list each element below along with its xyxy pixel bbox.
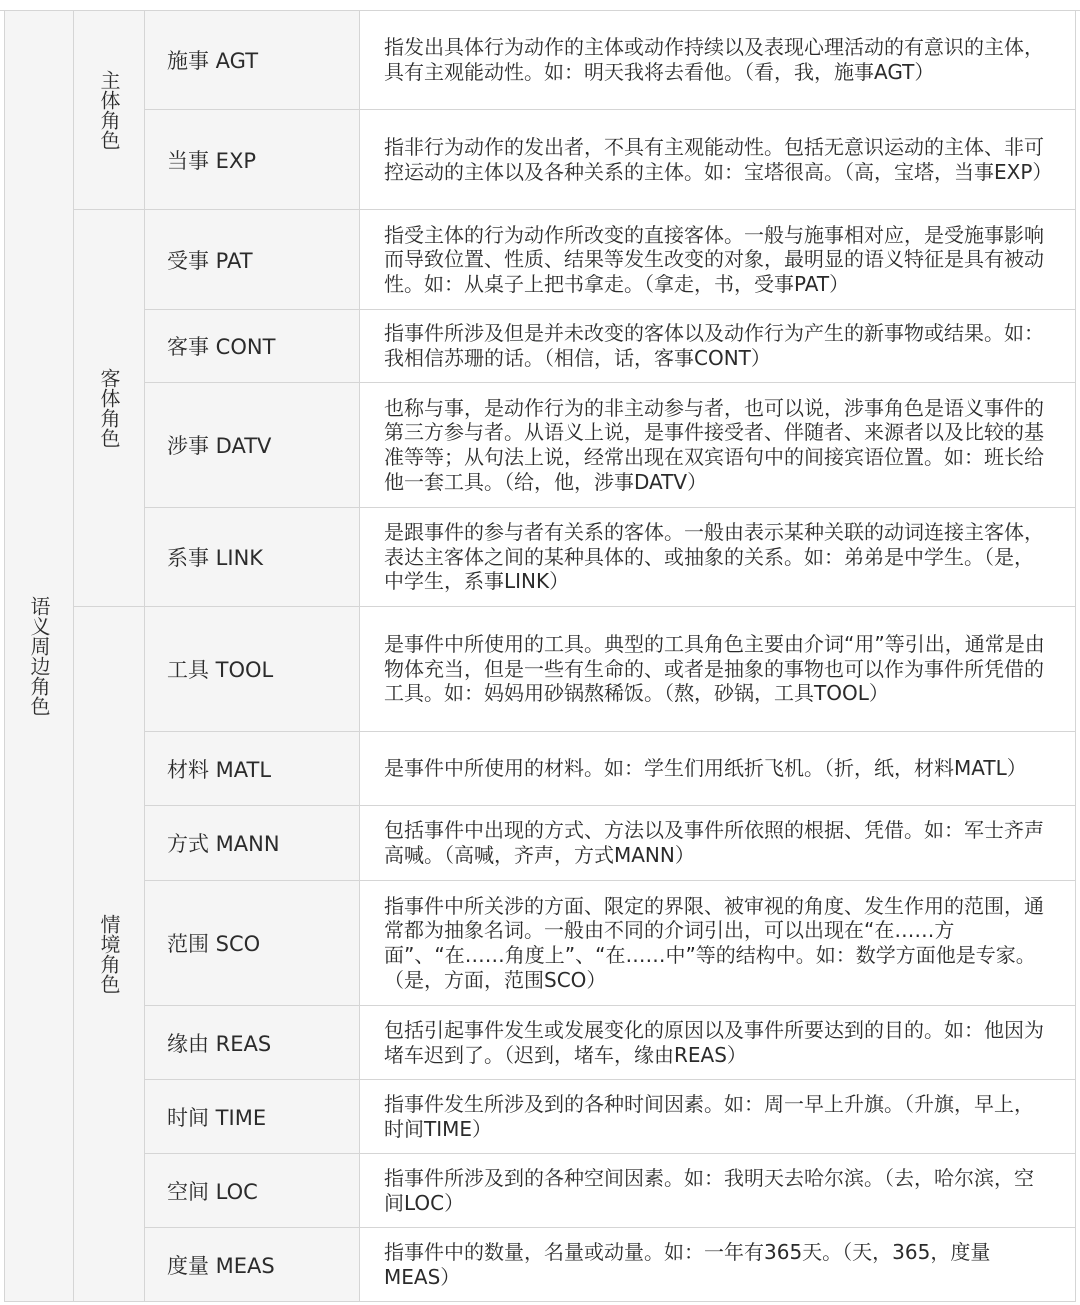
group-label: 客体角色 <box>97 368 121 448</box>
group-label: 主体角色 <box>97 70 121 150</box>
main-category-cell <box>5 11 74 1302</box>
role-description: 指事件中的数量，名量或动量。如：一年有365天。（天，365，度量MEAS） <box>360 1228 1076 1302</box>
role-name: 时间 TIME <box>145 1080 360 1154</box>
role-description: 是事件中所使用的工具。典型的工具角色主要由介词“用”等引出，通常是由物体充当，但是一些有生命的、或者是抽象的事物也可以作为事件所凭借的工具。如：妈妈用砂锅熬稀饭。（熬，砂锅，工具TOOL） <box>360 607 1076 732</box>
role-name: 客事 CONT <box>145 310 360 383</box>
role-name: 施事 AGT <box>145 11 360 110</box>
role-name: 涉事 DATV <box>145 383 360 508</box>
table-row <box>5 110 1076 210</box>
role-name: 度量 MEAS <box>145 1228 360 1302</box>
table-row <box>5 383 1076 508</box>
role-description: 指事件发生所涉及到的各种时间因素。如：周一早上升旗。（升旗，早上，时间TIME） <box>360 1080 1076 1154</box>
role-name: 空间 LOC <box>145 1154 360 1228</box>
table-row <box>5 806 1076 881</box>
role-description: 也称与事，是动作行为的非主动参与者，也可以说，涉事角色是语义事件的第三方参与者。从语义上说，是事件接受者、伴随者、来源者以及比较的基准等等；从句法上说，经常出现在双宾语句中的间接宾语位置。如：班长给他一套工具。（给，他，涉事DATV） <box>360 383 1076 508</box>
role-description: 是跟事件的参与者有关系的客体。一般由表示某种关联的动词连接主客体，表达主客体之间的某种具体的、或抽象的关系。如：弟弟是中学生。（是，中学生，系事LINK） <box>360 508 1076 607</box>
main-category-label: 语义周边角色 <box>27 596 51 716</box>
table-row <box>5 210 1076 310</box>
role-description: 指事件所涉及但是并未改变的客体以及动作行为产生的新事物或结果。如：我相信苏珊的话。（相信，话，客事CONT） <box>360 310 1076 383</box>
role-description: 指事件中所关涉的方面、限定的界限、被审视的角度、发生作用的范围，通常都为抽象名词。一般由不同的介词引出，可以出现在“在……方面”、“在……角度上”、“在……中”等的结构中。如：数学方面他是专家。（是，方面，范围SCO） <box>360 881 1076 1006</box>
group-cell-situation <box>74 607 145 1302</box>
role-name: 当事 EXP <box>145 110 360 210</box>
role-name: 方式 MANN <box>145 806 360 881</box>
role-name: 工具 TOOL <box>145 607 360 732</box>
role-name: 受事 PAT <box>145 210 360 310</box>
role-description: 指非行为动作的发出者，不具有主观能动性。包括无意识运动的主体、非可控运动的主体以及各种关系的主体。如：宝塔很高。（高，宝塔，当事EXP） <box>360 110 1076 210</box>
semantic-roles-table <box>4 10 1076 1302</box>
table-row <box>5 508 1076 607</box>
table-row <box>5 1154 1076 1228</box>
table-row <box>5 1080 1076 1154</box>
role-description: 包括事件中出现的方式、方法以及事件所依照的根据、凭借。如：军士齐声高喊。（高喊，齐声，方式MANN） <box>360 806 1076 881</box>
role-description: 指事件所涉及到的各种空间因素。如：我明天去哈尔滨。（去，哈尔滨，空间LOC） <box>360 1154 1076 1228</box>
role-description: 包括引起事件发生或发展变化的原因以及事件所要达到的目的。如：他因为堵车迟到了。（迟到，堵车，缘由REAS） <box>360 1006 1076 1080</box>
table-row <box>5 881 1076 1006</box>
table-row <box>5 310 1076 383</box>
group-cell-subject <box>74 11 145 210</box>
table-row <box>5 607 1076 732</box>
table-row <box>5 1006 1076 1080</box>
group-label: 情境角色 <box>97 914 121 994</box>
role-name: 范围 SCO <box>145 881 360 1006</box>
role-name: 材料 MATL <box>145 732 360 806</box>
role-description: 指受主体的行为动作所改变的直接客体。一般与施事相对应，是受施事影响而导致位置、性质、结果等发生改变的对象，最明显的语义特征是具有被动性。如：从桌子上把书拿走。（拿走，书，受事PAT） <box>360 210 1076 310</box>
table-row <box>5 732 1076 806</box>
group-cell-object <box>74 210 145 607</box>
role-description: 是事件中所使用的材料。如：学生们用纸折飞机。（折，纸，材料MATL） <box>360 732 1076 806</box>
role-name: 系事 LINK <box>145 508 360 607</box>
table-row <box>5 11 1076 110</box>
role-description: 指发出具体行为动作的主体或动作持续以及表现心理活动的有意识的主体，具有主观能动性。如：明天我将去看他。（看，我，施事AGT） <box>360 11 1076 110</box>
role-name: 缘由 REAS <box>145 1006 360 1080</box>
table-row <box>5 1228 1076 1302</box>
